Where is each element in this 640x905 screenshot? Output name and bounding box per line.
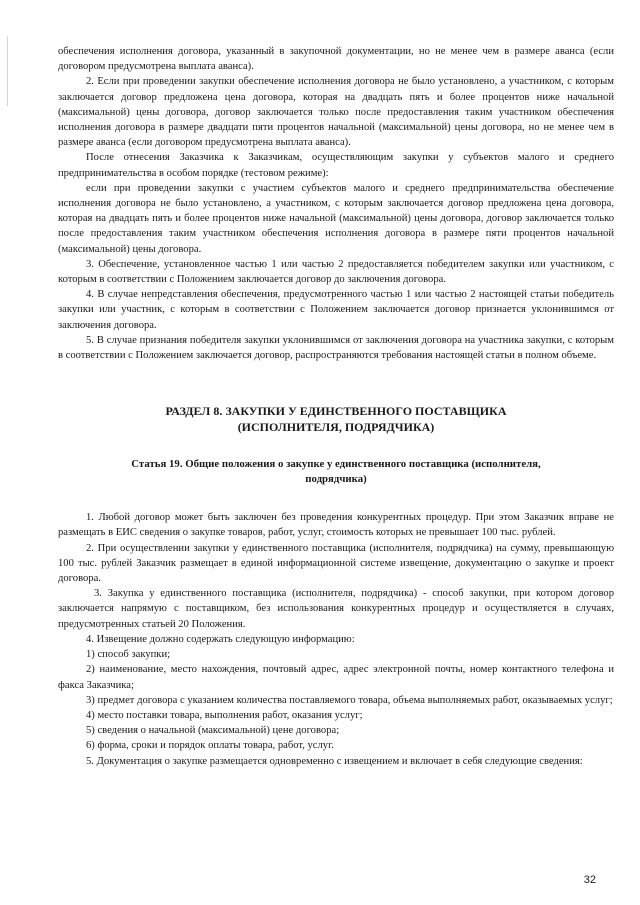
article-title [58, 457, 614, 487]
paragraph-sme-condition: если при проведении закупки с участием субъектов малого и среднего предпринимательства обеспечение исполнения договора не было установлено, а участником, с которым заключается договор предложена цена договора, которая на двадцать пять и более процентов ниже начальной (максимальной) цены договора, договор заключается только после предоставления таким участником обеспечения исполнения договора в размере пяти процентов начальной (максимальной) цены договора. [58, 182, 614, 255]
list-item: 2) наименование, место нахождения, почтовый адрес, адрес электронной почты, номер контактного телефона и факса Заказчика; [58, 664, 614, 691]
list-item: 1) способ закупки; [86, 649, 171, 661]
article-paragraph-5: 5. Документация о закупке размещается одновременно с извещением и включает в себя следующие сведения: [86, 755, 583, 767]
article-paragraph-4: 4. Извещение должно содержать следующую информацию: [86, 633, 355, 645]
article-paragraph-1: 1. Любой договор может быть заключен без проведения конкурентных процедур. При этом Заказчик вправе не размещать в ЕИС сведения о закупке товаров, работ, услуг, стоимость которых не превышает 100 тыс. рублей. [58, 512, 614, 539]
scan-margin-line [7, 36, 8, 106]
article-title-line2: подрядчика) [305, 473, 367, 486]
article-paragraph-2: 2. При осуществлении закупки у единственного поставщика (исполнителя, подрядчика) на сумму, превышающую 100 тыс. рублей Заказчик размещает в единой информационной системе извещение, документацию о закупке и проект договора. [58, 542, 614, 585]
section-title [58, 403, 614, 435]
section-title-line1: РАЗДЕЛ 8. ЗАКУПКИ У ЕДИНСТВЕННОГО ПОСТАВЩИКА [165, 404, 507, 419]
paragraph-item-5: 5. В случае признания победителя закупки уклонившимся от заключения договора на участника закупки, с которым в соответствии с Положением заключается договор, распространяются требования настоящей статьи в полном объеме. [58, 334, 614, 362]
list-item: 3) предмет договора с указанием количества поставляемого товара, объема выполняемых работ, оказываемых услуг; [86, 694, 613, 706]
list-item: 4) место поставки товара, выполнения работ, оказания услуг; [86, 709, 363, 721]
page-number: 32 [583, 874, 596, 886]
paragraph-item-3: 3. Обеспечение, установленное частью 1 или частью 2 предоставляется победителем закупки или участником, с которым в соответствии с Положением заключается договор до заключения договора. [58, 258, 614, 286]
paragraph-item-4: 4. В случае непредставления обеспечения, предусмотренного частью 1 или частью 2 настоящей статьи победитель закупки или участник, с которым в соответствии с Положением заключается договор признается уклонившимся от заключения договора. [58, 289, 614, 331]
paragraph-item-2: 2. Если при проведении закупки обеспечение исполнения договора не было установлено, а участником, с которым заключается договор предложена цена договора, которая на двадцать пять и более процентов ниже начальной (максимальной) цены договора, договор заключается только после предоставления таким участником обеспечения исполнения договора в размере двадцати пяти процентов начальной (максимальной) цены договора, но не менее чем в размере аванса (если договором предусмотрена выплата аванса). [58, 76, 614, 149]
list-item: 5) сведения о начальной (максимальной) цене договора; [86, 725, 340, 737]
list-item: 6) форма, сроки и порядок оплаты товара, работ, услуг. [86, 740, 334, 752]
paragraph-continuation: обеспечения исполнения договора, указанный в закупочной документации, но не менее чем в размере аванса (если договором предусмотрена выплата аванса). [58, 46, 614, 73]
article-title-line1: Статья 19. Общие положения о закупке у единственного поставщика (исполнителя, [131, 458, 541, 471]
article-paragraph-3: 3. Закупка у единственного поставщика (исполнителя, подрядчика) - способ закупки, при котором договор заключается напрямую с поставщиком, без использования конкурентных процедур и осуществляется в случаях, предусмотренных статьей 20 Положения. [58, 588, 614, 630]
document-page [58, 44, 614, 769]
section-title-line2: (ИСПОЛНИТЕЛЯ, ПОДРЯДЧИКА) [237, 420, 435, 435]
paragraph-sme-intro: После отнесения Заказчика к Заказчикам, осуществляющим закупки у субъектов малого и среднего предпринимательства в особом порядке (тестовом режиме): [58, 152, 614, 179]
